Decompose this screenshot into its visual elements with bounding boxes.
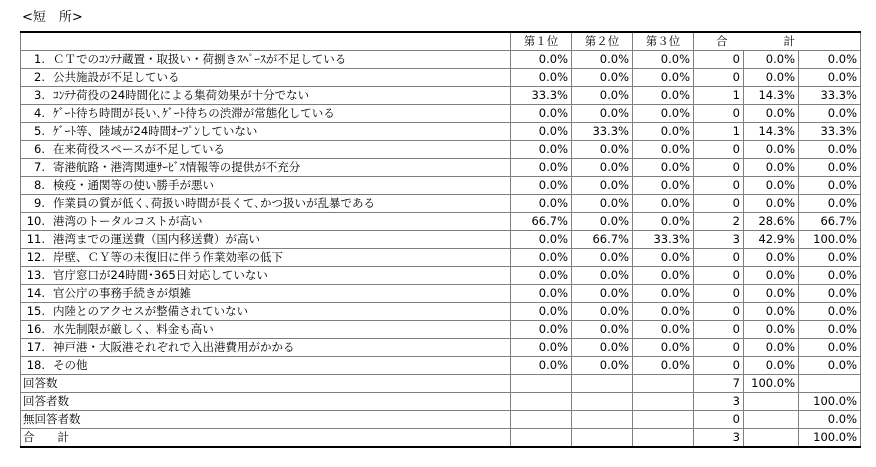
row-number: 17. [26, 340, 45, 354]
row-label: 公共施設が不足している [53, 70, 180, 84]
header-total [694, 32, 861, 51]
row-label: ｹﾞｰﾄ待ち時間が長い､ｹﾞｰﾄ待ちの渋滞が常態化している [53, 106, 335, 120]
cell-r3: 0.0% [633, 357, 694, 375]
header-total-char-1: 合 [716, 34, 728, 48]
cell-r1: 66.7% [511, 213, 572, 231]
row-label-cell [21, 285, 511, 303]
header-rank-2: 第２位 [572, 32, 633, 51]
row-number: 1. [34, 52, 45, 66]
header-total-char-2: 計 [783, 34, 795, 48]
cell-r1: 0.0% [511, 321, 572, 339]
row-number: 11. [26, 232, 45, 246]
summary-pct [744, 411, 799, 429]
cell-cnt: 0 [694, 267, 744, 285]
row-label-cell [21, 357, 511, 375]
empty-cell [511, 375, 572, 393]
row-label-cell [21, 321, 511, 339]
cell-pct2: 0.0% [799, 105, 861, 123]
row-label-cell [21, 249, 511, 267]
cell-pct: 0.0% [744, 303, 799, 321]
header-rank-1: 第１位 [511, 32, 572, 51]
cell-cnt: 0 [694, 357, 744, 375]
cell-pct2: 0.0% [799, 159, 861, 177]
table-row [21, 231, 861, 249]
summary-pct [744, 429, 799, 448]
cell-r3: 0.0% [633, 213, 694, 231]
row-label-cell [21, 267, 511, 285]
summary-pct: 100.0% [744, 375, 799, 393]
cell-pct: 42.9% [744, 231, 799, 249]
cell-r2: 0.0% [572, 267, 633, 285]
cell-r3: 0.0% [633, 267, 694, 285]
empty-cell [633, 375, 694, 393]
cell-r1: 0.0% [511, 339, 572, 357]
cell-r3: 0.0% [633, 339, 694, 357]
row-label: 港湾のトータルコストが高い [53, 214, 203, 228]
table-row [21, 51, 861, 69]
row-label: ｺﾝﾃﾅ荷役の24時間化による集荷効果が十分でない [53, 88, 310, 102]
table-row [21, 303, 861, 321]
table-row [21, 249, 861, 267]
cell-pct: 14.3% [744, 123, 799, 141]
cell-cnt: 1 [694, 87, 744, 105]
table-row [21, 159, 861, 177]
cell-cnt: 0 [694, 177, 744, 195]
row-label: 内陸とのアクセスが整備されていない [53, 304, 249, 318]
cell-r3: 0.0% [633, 51, 694, 69]
row-label: 寄港航路・港湾関連ｻｰﾋﾞｽ情報等の提供が不充分 [53, 160, 301, 174]
row-label-cell [21, 195, 511, 213]
row-number: 16. [26, 322, 45, 336]
cell-cnt: 0 [694, 51, 744, 69]
row-label: ｹﾞｰﾄ等、陸域が24時間ｵｰﾌﾟﾝしていない [53, 124, 258, 138]
cell-cnt: 0 [694, 159, 744, 177]
table-row [21, 321, 861, 339]
empty-cell [633, 393, 694, 411]
cell-pct2: 0.0% [799, 69, 861, 87]
cell-r3: 0.0% [633, 249, 694, 267]
cell-pct: 0.0% [744, 249, 799, 267]
cell-pct: 0.0% [744, 195, 799, 213]
row-number: 8. [34, 178, 45, 192]
empty-cell [511, 429, 572, 448]
summary-row [21, 411, 861, 429]
cell-pct2: 0.0% [799, 267, 861, 285]
cell-pct: 0.0% [744, 105, 799, 123]
row-label-cell [21, 51, 511, 69]
cell-r1: 0.0% [511, 69, 572, 87]
empty-cell [633, 411, 694, 429]
empty-cell [511, 393, 572, 411]
cell-pct2: 0.0% [799, 357, 861, 375]
cell-r3: 0.0% [633, 159, 694, 177]
cell-r3: 0.0% [633, 303, 694, 321]
row-label: 官公庁の事務手続きが煩雑 [53, 286, 191, 300]
row-number: 6. [34, 142, 45, 156]
cell-r1: 0.0% [511, 51, 572, 69]
cell-r1: 0.0% [511, 141, 572, 159]
cell-r2: 0.0% [572, 159, 633, 177]
cell-r1: 0.0% [511, 195, 572, 213]
cell-cnt: 0 [694, 105, 744, 123]
summary-row [21, 375, 861, 393]
row-label-cell [21, 303, 511, 321]
cell-cnt: 0 [694, 303, 744, 321]
row-label-cell [21, 177, 511, 195]
header-row [21, 32, 861, 51]
cell-cnt: 0 [694, 249, 744, 267]
cell-cnt: 0 [694, 141, 744, 159]
row-label: 水先制限が厳しく、料金も高い [53, 322, 214, 336]
table-title: <短 所> [22, 10, 83, 25]
cell-r1: 0.0% [511, 105, 572, 123]
table-row [21, 213, 861, 231]
row-number: 7. [34, 160, 45, 174]
cell-pct: 28.6% [744, 213, 799, 231]
cell-pct: 0.0% [744, 51, 799, 69]
cell-r1: 0.0% [511, 267, 572, 285]
cell-r3: 0.0% [633, 105, 694, 123]
summary-label: 合 計 [21, 429, 511, 448]
table-row [21, 123, 861, 141]
empty-cell [572, 411, 633, 429]
cell-r3: 0.0% [633, 285, 694, 303]
cell-r3: 0.0% [633, 177, 694, 195]
cell-pct2: 0.0% [799, 51, 861, 69]
cell-r2: 0.0% [572, 141, 633, 159]
cell-r1: 0.0% [511, 303, 572, 321]
cell-r1: 0.0% [511, 231, 572, 249]
cell-cnt: 0 [694, 339, 744, 357]
cell-r2: 0.0% [572, 249, 633, 267]
cell-pct: 0.0% [744, 267, 799, 285]
empty-cell [511, 411, 572, 429]
header-label [21, 32, 511, 51]
summary-pct2: 100.0% [799, 393, 861, 411]
cell-pct2: 0.0% [799, 249, 861, 267]
cell-pct2: 0.0% [799, 285, 861, 303]
summary-pct2: 0.0% [799, 411, 861, 429]
cell-r3: 0.0% [633, 123, 694, 141]
cell-r3: 33.3% [633, 231, 694, 249]
summary-cnt: 3 [694, 393, 744, 411]
cell-cnt: 0 [694, 69, 744, 87]
cell-cnt: 0 [694, 321, 744, 339]
cell-pct2: 66.7% [799, 213, 861, 231]
table-row [21, 141, 861, 159]
row-number: 10. [26, 214, 45, 228]
cell-pct2: 0.0% [799, 303, 861, 321]
cell-r1: 0.0% [511, 123, 572, 141]
cell-r1: 0.0% [511, 159, 572, 177]
empty-cell [633, 429, 694, 448]
cell-pct2: 0.0% [799, 177, 861, 195]
cell-r2: 0.0% [572, 357, 633, 375]
cell-r2: 0.0% [572, 69, 633, 87]
cell-r3: 0.0% [633, 87, 694, 105]
cell-r2: 0.0% [572, 321, 633, 339]
empty-cell [572, 429, 633, 448]
row-label: その他 [53, 358, 88, 372]
cell-r3: 0.0% [633, 195, 694, 213]
summary-cnt: 3 [694, 429, 744, 448]
cell-cnt: 0 [694, 285, 744, 303]
cell-r2: 0.0% [572, 87, 633, 105]
table-row [21, 285, 861, 303]
cell-pct: 0.0% [744, 177, 799, 195]
row-number: 18. [26, 358, 45, 372]
row-label-cell [21, 87, 511, 105]
header-rank-3: 第３位 [633, 32, 694, 51]
row-number: 15. [26, 304, 45, 318]
row-label-cell [21, 231, 511, 249]
table-row [21, 357, 861, 375]
row-number: 13. [26, 268, 45, 282]
table-row [21, 339, 861, 357]
summary-pct [744, 393, 799, 411]
cell-cnt: 2 [694, 213, 744, 231]
cell-pct: 0.0% [744, 339, 799, 357]
table-row [21, 69, 861, 87]
cell-pct: 0.0% [744, 159, 799, 177]
cell-r1: 0.0% [511, 285, 572, 303]
cell-cnt: 0 [694, 195, 744, 213]
ranking-table [20, 31, 861, 448]
cell-pct: 0.0% [744, 321, 799, 339]
row-label-cell [21, 123, 511, 141]
cell-cnt: 1 [694, 123, 744, 141]
row-label: 在来荷役スペースが不足している [53, 142, 225, 156]
table-row [21, 177, 861, 195]
cell-pct: 0.0% [744, 357, 799, 375]
cell-r2: 33.3% [572, 123, 633, 141]
cell-r1: 33.3% [511, 87, 572, 105]
cell-r2: 0.0% [572, 339, 633, 357]
cell-pct2: 0.0% [799, 141, 861, 159]
cell-pct2: 0.0% [799, 195, 861, 213]
row-label-cell [21, 159, 511, 177]
cell-r2: 0.0% [572, 303, 633, 321]
row-label-cell [21, 213, 511, 231]
row-label-cell [21, 69, 511, 87]
cell-r3: 0.0% [633, 321, 694, 339]
row-number: 4. [34, 106, 45, 120]
cell-r2: 66.7% [572, 231, 633, 249]
cell-r2: 0.0% [572, 105, 633, 123]
cell-pct: 0.0% [744, 141, 799, 159]
row-label: 作業員の質が低く､荷扱い時間が長くて､かつ扱いが乱暴である [53, 196, 375, 210]
row-label: 港湾までの運送費（国内移送費）が高い [53, 232, 260, 246]
empty-cell [572, 375, 633, 393]
cell-r2: 0.0% [572, 285, 633, 303]
summary-pct2: 100.0% [799, 429, 861, 448]
summary-row [21, 429, 861, 448]
row-label: ＣＴでのｺﾝﾃﾅ蔵置・取扱い・荷捌きｽﾍﾟｰｽが不足している [53, 52, 347, 66]
row-label: 官庁窓口が24時間･365日対応していない [53, 268, 268, 282]
summary-row [21, 393, 861, 411]
row-label-cell [21, 105, 511, 123]
table-row [21, 267, 861, 285]
cell-cnt: 3 [694, 231, 744, 249]
cell-pct2: 33.3% [799, 123, 861, 141]
summary-cnt: 7 [694, 375, 744, 393]
cell-r3: 0.0% [633, 69, 694, 87]
summary-label: 回答者数 [21, 393, 511, 411]
cell-pct: 0.0% [744, 69, 799, 87]
summary-pct2 [799, 375, 861, 393]
cell-pct2: 0.0% [799, 321, 861, 339]
summary-cnt: 0 [694, 411, 744, 429]
cell-r1: 0.0% [511, 357, 572, 375]
table-row [21, 105, 861, 123]
cell-pct2: 0.0% [799, 339, 861, 357]
cell-r2: 0.0% [572, 213, 633, 231]
summary-label: 回答数 [21, 375, 511, 393]
row-number: 5. [34, 124, 45, 138]
cell-r2: 0.0% [572, 177, 633, 195]
row-label: 神戸港・大阪港それぞれで入出港費用がかかる [53, 340, 295, 354]
table-row [21, 195, 861, 213]
row-number: 3. [34, 88, 45, 102]
cell-r2: 0.0% [572, 51, 633, 69]
cell-r1: 0.0% [511, 177, 572, 195]
empty-cell [572, 393, 633, 411]
row-label: 検疫・通関等の使い勝手が悪い [53, 178, 214, 192]
summary-label: 無回答者数 [21, 411, 511, 429]
table-row [21, 87, 861, 105]
row-label-cell [21, 339, 511, 357]
cell-pct2: 100.0% [799, 231, 861, 249]
cell-r2: 0.0% [572, 195, 633, 213]
row-number: 14. [26, 286, 45, 300]
row-number: 2. [34, 70, 45, 84]
cell-pct: 14.3% [744, 87, 799, 105]
row-label: 岸壁、ＣＹ等の未復旧に伴う作業効率の低下 [53, 250, 283, 264]
row-number: 12. [26, 250, 45, 264]
cell-r1: 0.0% [511, 249, 572, 267]
row-number: 9. [34, 196, 45, 210]
row-label-cell [21, 141, 511, 159]
cell-pct: 0.0% [744, 285, 799, 303]
cell-r3: 0.0% [633, 141, 694, 159]
cell-pct2: 33.3% [799, 87, 861, 105]
